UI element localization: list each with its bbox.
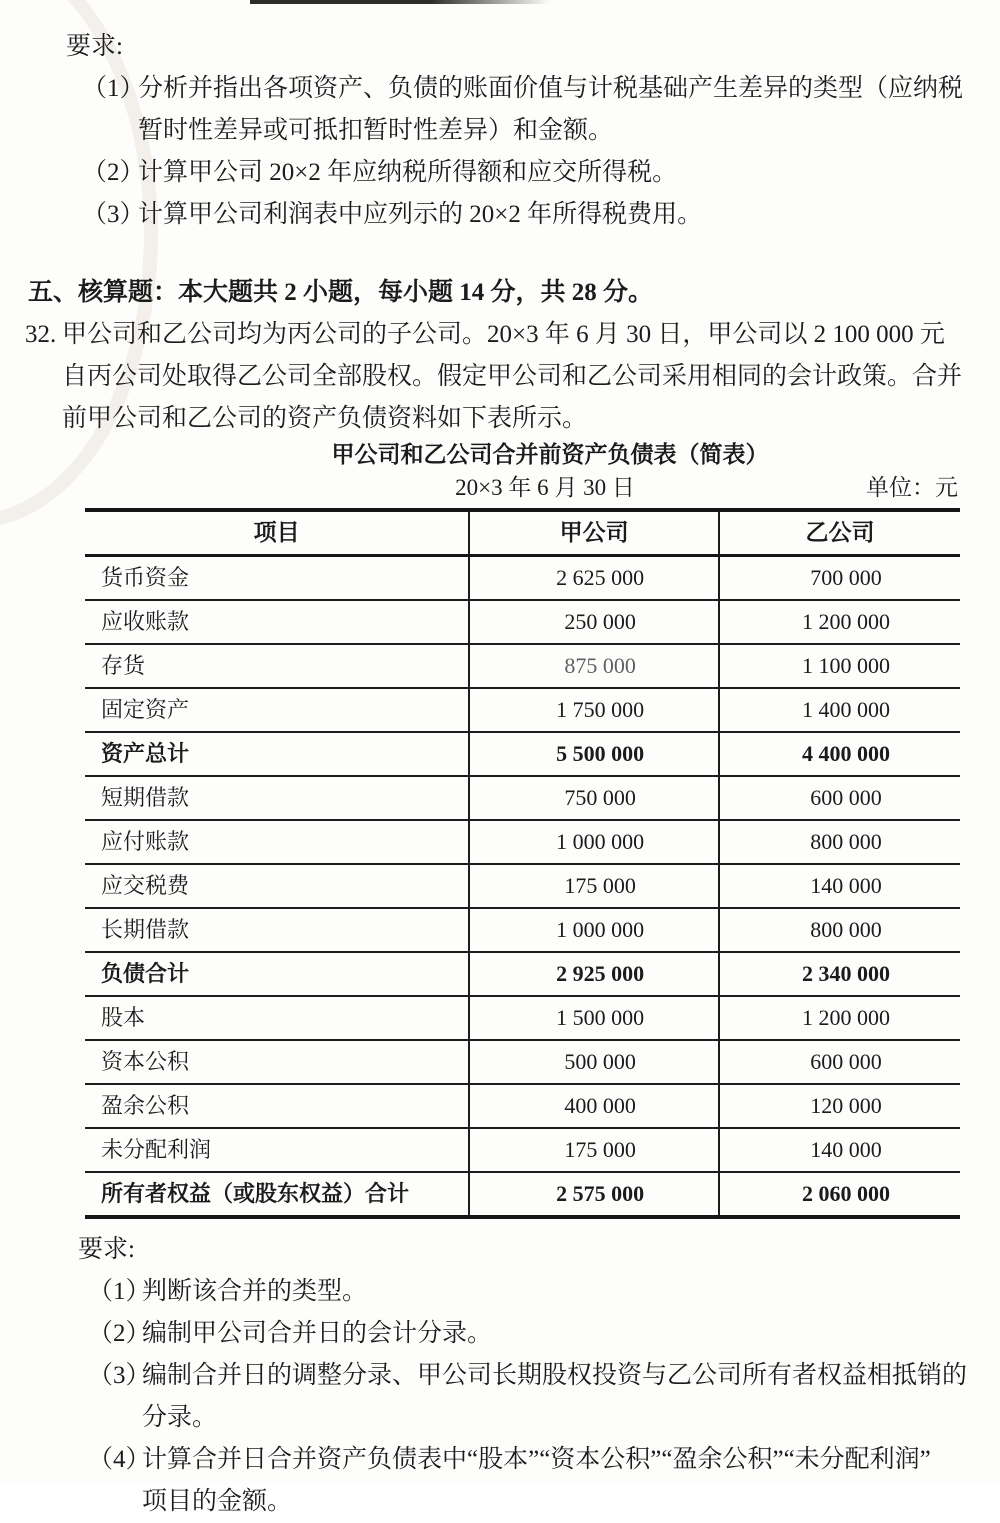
requirement-item [82,152,1000,194]
company-b-cell: 800 000 [719,908,960,952]
item-cell: 应付账款 [85,820,469,864]
item-cell: 负债合计 [85,952,469,996]
company-a-cell: 175 000 [469,864,719,908]
company-a-cell: 2 625 000 [469,556,719,601]
requirement-item [88,1439,1000,1523]
item-text [142,1313,1000,1355]
text-line: 计算甲公司 20×2 年应纳税所得额和应交所得税。 [138,159,678,186]
column-header-company-a: 甲公司 [469,510,719,556]
balance-table-date: 20×3 年 6 月 30 日 [455,475,635,500]
company-b-cell: 600 000 [719,1040,960,1084]
company-a-cell: 2 925 000 [469,952,719,996]
company-a-cell: 5 500 000 [469,732,719,776]
company-a-cell: 2 575 000 [469,1172,719,1217]
company-b-cell: 4 400 000 [719,732,960,776]
header-row [85,510,960,556]
requirements-top-list [0,68,1000,236]
table-row [85,820,960,864]
table-row [85,1084,960,1128]
text-line: 计算甲公司利润表中应列示的 20×2 年所得税费用。 [138,201,703,228]
item-text [142,1355,1000,1439]
item-cell: 资产总计 [85,732,469,776]
company-b-cell: 1 200 000 [719,600,960,644]
company-a-cell: 1 750 000 [469,688,719,732]
item-cell: 应收账款 [85,600,469,644]
company-b-cell: 120 000 [719,1084,960,1128]
requirements-bottom-list [0,1271,1000,1523]
text-line: 分析并指出各项资产、负债的账面价值与计税基础产生差异的类型（应纳税 [138,75,964,102]
item-marker: （4） [88,1446,151,1473]
item-text [142,1271,1000,1313]
company-b-cell: 2 340 000 [719,952,960,996]
table-row [85,908,960,952]
item-cell: 股本 [85,996,469,1040]
company-a-cell: 750 000 [469,776,719,820]
table-row [85,1128,960,1172]
item-text [138,194,1000,236]
requirements-bottom-label: 要求: [78,1236,135,1263]
requirement-item [88,1313,1000,1355]
table-row [85,688,960,732]
item-cell: 盈余公积 [85,1084,469,1128]
item-text [138,68,1000,152]
table-row [85,1040,960,1084]
section-five-header: 五、核算题：本大题共 2 小题，每小题 14 分，共 28 分。 [28,279,654,306]
requirement-item [88,1355,1000,1439]
table-row [85,864,960,908]
text-line: 判断该合并的类型。 [142,1278,368,1305]
company-a-cell: 400 000 [469,1084,719,1128]
company-a-cell: 250 000 [469,600,719,644]
question-line: 自丙公司处取得乙公司全部股权。假定甲公司和乙公司采用相同的会计政策。合并 [62,363,963,390]
table-row [85,1172,960,1217]
item-cell: 存货 [85,644,469,688]
balance-table-unit: 单位：元 [866,475,958,500]
table-row [85,952,960,996]
question-line: 甲公司和乙公司均为丙公司的子公司。20×3 年 6 月 30 日，甲公司以 2 100 000 元 [62,321,945,348]
question-line: 前甲公司和乙公司的资产负债资料如下表所示。 [62,405,588,432]
company-b-cell: 1 400 000 [719,688,960,732]
company-a-cell: 875 000 [469,644,719,688]
table-body [85,556,960,1218]
item-cell: 短期借款 [85,776,469,820]
question-text [62,314,1000,440]
table-row [85,776,960,820]
requirements-top-label: 要求: [66,33,123,60]
item-marker: （1） [88,1278,151,1305]
company-a-cell: 500 000 [469,1040,719,1084]
company-b-cell: 2 060 000 [719,1172,960,1217]
item-cell: 固定资产 [85,688,469,732]
column-header-company-b: 乙公司 [719,510,960,556]
column-header-item: 项目 [85,510,469,556]
item-marker: （1） [82,75,145,102]
company-b-cell: 140 000 [719,1128,960,1172]
item-cell: 资本公积 [85,1040,469,1084]
requirement-item [82,68,1000,152]
text-line: 计算合并日合并资产负债表中“股本”“资本公积”“盈余公积”“未分配利润” [142,1446,931,1473]
company-b-cell: 140 000 [719,864,960,908]
company-a-cell: 175 000 [469,1128,719,1172]
company-b-cell: 700 000 [719,556,960,601]
item-cell: 未分配利润 [85,1128,469,1172]
item-marker: （2） [88,1320,151,1347]
text-line: 暂时性差异或可抵扣暂时性差异）和金额。 [138,117,614,144]
text-line: 编制甲公司合并日的会计分录。 [142,1320,493,1347]
company-b-cell: 800 000 [719,820,960,864]
question-number: 32. [25,321,57,348]
text-line: 编制合并日的调整分录、甲公司长期股权投资与乙公司所有者权益相抵销的 [142,1362,968,1389]
item-cell: 应交税费 [85,864,469,908]
item-marker: （3） [88,1362,151,1389]
item-text [138,152,1000,194]
table-header [85,510,960,556]
balance-table-meta [85,474,960,502]
requirement-item [88,1271,1000,1313]
table-row [85,556,960,601]
item-cell: 货币资金 [85,556,469,601]
balance-sheet-table [85,508,960,1219]
item-marker: （3） [82,201,145,228]
table-row [85,600,960,644]
table-row [85,644,960,688]
table-row [85,996,960,1040]
item-cell: 长期借款 [85,908,469,952]
company-a-cell: 1 000 000 [469,820,719,864]
item-cell: 所有者权益（或股东权益）合计 [85,1172,469,1217]
company-b-cell: 1 100 000 [719,644,960,688]
company-b-cell: 600 000 [719,776,960,820]
table-row [85,732,960,776]
text-line: 分录。 [142,1404,218,1431]
item-text [142,1439,1000,1523]
company-a-cell: 1 500 000 [469,996,719,1040]
item-marker: （2） [82,159,145,186]
requirement-item [82,194,1000,236]
text-line: 项目的金额。 [142,1488,293,1515]
balance-table-title: 甲公司和乙公司合并前资产负债表（简表） [331,442,769,467]
requirements-bottom-section [0,1229,1000,1523]
question-32 [25,314,1000,440]
company-a-cell: 1 000 000 [469,908,719,952]
company-b-cell: 1 200 000 [719,996,960,1040]
